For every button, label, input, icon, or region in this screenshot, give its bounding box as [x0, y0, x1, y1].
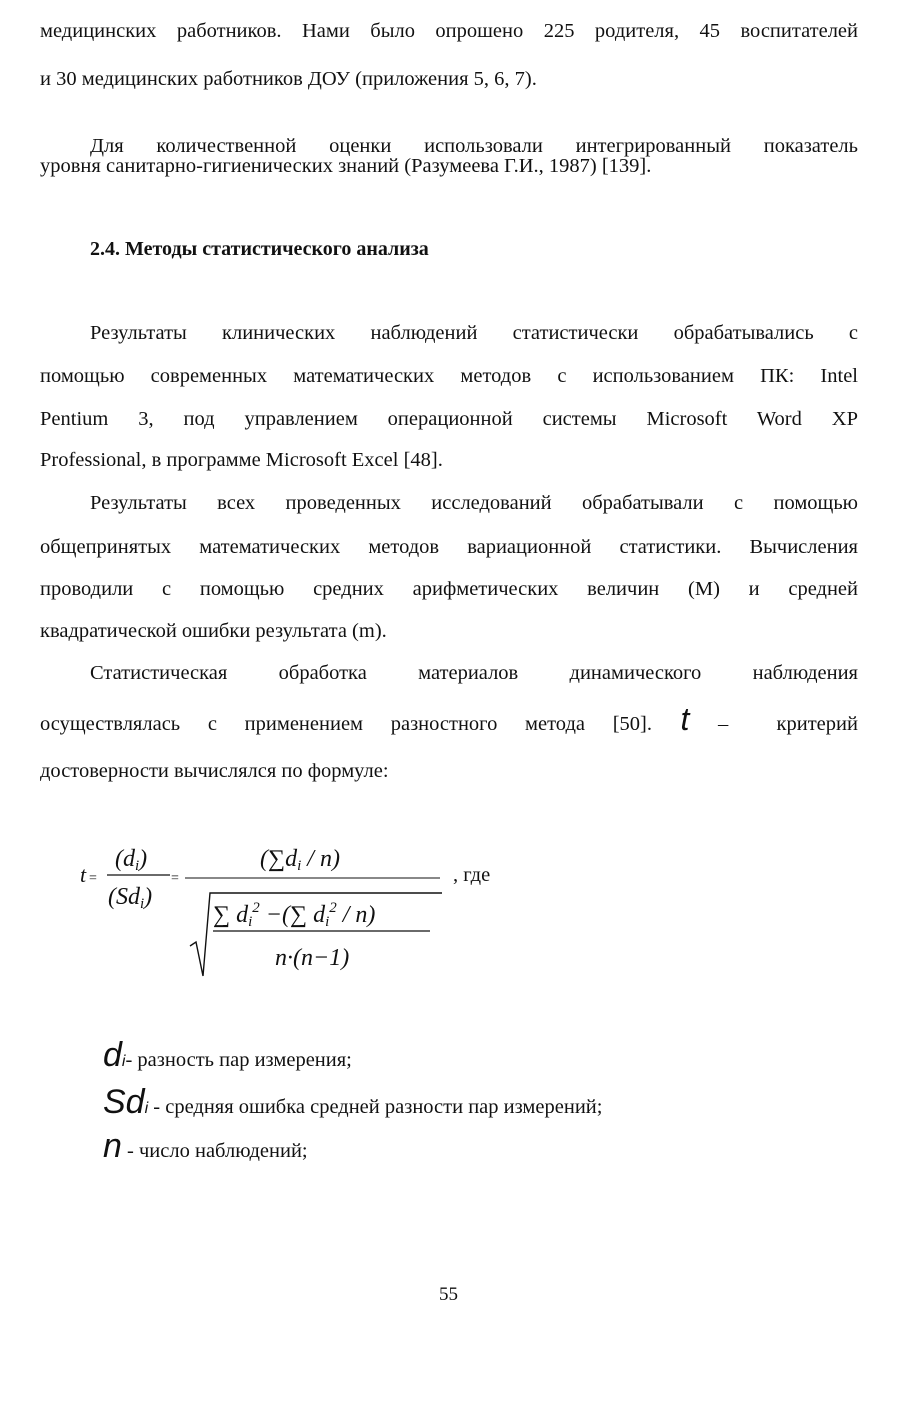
- text-line: уровня санитарно-гигиенических знаний (Разумеева Г.И., 1987) [139].: [40, 155, 652, 177]
- t-criterion-formula: [60, 838, 530, 988]
- text-line: Professional, в программе Microsoft Excel [48].: [40, 449, 443, 471]
- radicand-numerator: ∑ $di^2$ −(∑ $di^2 / n$): [213, 900, 376, 930]
- formula-where: , где: [453, 864, 491, 886]
- text-line: помощью современных математических методов с использованием ПК: Intel: [40, 365, 858, 387]
- text-line: и 30 медицинских работников ДОУ (приложения 5, 6, 7).: [40, 68, 537, 90]
- text-line: квадратической ошибки результата (m).: [40, 620, 387, 642]
- text-line: достоверности вычислялся по формуле:: [40, 760, 389, 782]
- fraction1-numerator: (di): [115, 846, 148, 874]
- text-line: [40, 701, 858, 737]
- formula-t: t: [80, 862, 87, 887]
- formula-equals: =: [89, 871, 97, 886]
- radicand-denominator: n·(n−1): [275, 945, 350, 971]
- definition-symbol: d: [103, 1036, 122, 1074]
- definition-subscript: i: [121, 1053, 126, 1070]
- definition-text: - средняя ошибка средней разности пар измерений;: [148, 1096, 603, 1118]
- text-line: Результаты клинических наблюдений статистически обрабатывались с: [90, 322, 858, 344]
- page-number: 55: [439, 1284, 458, 1305]
- text-line: Для количественной оценки использовали интегрированный показатель: [90, 135, 858, 157]
- formula-equals-2: =: [171, 871, 179, 886]
- definition-item: [103, 1036, 803, 1075]
- definition-item: [103, 1083, 803, 1122]
- section-heading: 2.4. Методы статистического анализа: [90, 238, 429, 260]
- definition-item: [103, 1127, 803, 1166]
- text-line: общепринятых математических методов вариационной статистики. Вычисления: [40, 536, 858, 558]
- t-symbol: t: [680, 701, 690, 737]
- text-line: проводили с помощью средних арифметических величин (М) и средней: [40, 578, 858, 600]
- definition-symbol: Sd: [103, 1083, 145, 1121]
- definition-symbol: n: [103, 1127, 122, 1165]
- text-line: медицинских работников. Нами было опрошено 225 родителя, 45 воспитателей: [40, 20, 858, 42]
- text-line: Статистическая обработка материалов динамического наблюдения: [90, 662, 858, 684]
- main-numerator: (∑di / n): [260, 846, 340, 874]
- fraction1-denominator: (Sdi): [108, 884, 153, 912]
- text-segment: – критерий: [717, 713, 858, 735]
- text-segment: осуществлялась с применением разностного метода [50].: [40, 713, 652, 735]
- text-line: Результаты всех проведенных исследований обрабатывали с помощью: [90, 492, 858, 514]
- definition-subscript: i: [144, 1100, 149, 1117]
- definition-text: - число наблюдений;: [121, 1140, 308, 1162]
- text-line: Pentium 3, под управлением операционной системы Microsoft Word XP: [40, 408, 858, 430]
- definition-text: - разность пар измерения;: [125, 1049, 352, 1071]
